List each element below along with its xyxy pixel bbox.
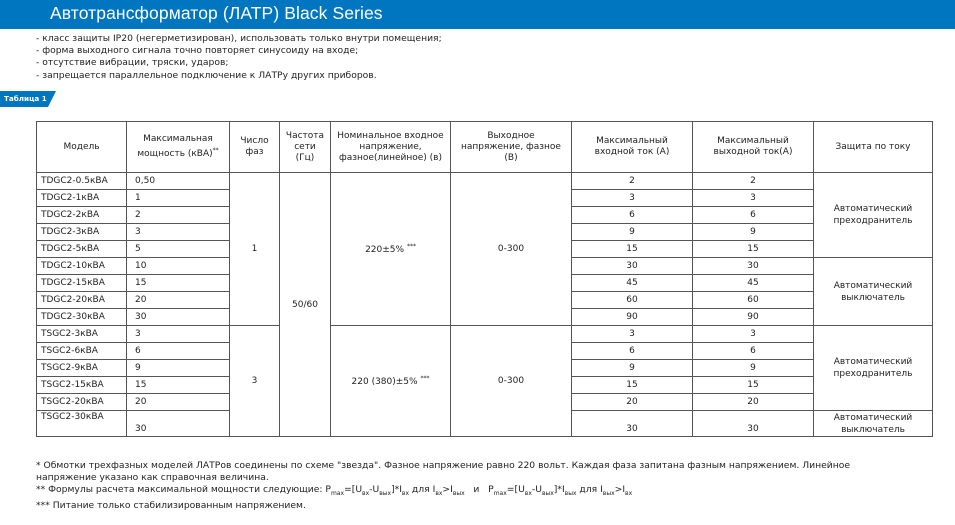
formula-token: для I <box>409 484 436 496</box>
feature-item: - запрещается параллельное подключение к ЛАТРу других приборов. <box>36 69 377 81</box>
cell-power: 2 <box>127 207 230 224</box>
footnotes <box>36 460 850 513</box>
feature-item: - класс защиты IP20 (негерметизирован), использовать только внутри помещения; <box>36 33 442 44</box>
cell-power: 10 <box>127 258 230 275</box>
feature-item: - форма выходного сигнала точно повторяет синусоиду на входе; <box>36 45 359 57</box>
cell-input-current: 9 <box>572 360 693 377</box>
cell-output-current: 20 <box>693 394 814 411</box>
formula-2 <box>488 484 633 498</box>
cell-input-current: 20 <box>572 394 693 411</box>
footnote-1-line-1: * Обмотки трехфазных моделей ЛАТРов соединены по схеме "звезда". Фазное напряжение равно 220 вольт. Каждая фаза запитана фазным напряжением. Линейное <box>36 460 851 471</box>
cell-model: TDGC2-20кВА <box>37 292 127 309</box>
feature-item: - отсутствие вибрации, тряски, ударов; <box>36 57 229 69</box>
cell-input-current: 15 <box>572 377 693 394</box>
formula-sub: вых <box>452 490 465 498</box>
cell-input-current: 45 <box>572 275 693 292</box>
footnote-1-line-2: напряжение указано как справочная величина. <box>36 472 269 484</box>
cell-model: TSGC2-30кВА <box>37 411 127 437</box>
cell-model: TDGC2-30кВА <box>37 309 127 326</box>
cell-model: TSGC2-6кВА <box>37 343 127 360</box>
cell-output-current: 3 <box>693 190 814 207</box>
cell-model: TDGC2-10кВА <box>37 258 127 275</box>
footnote-2 <box>36 484 850 500</box>
cell-input-current: 3 <box>572 190 693 207</box>
cell-model: TSGC2-20кВА <box>37 394 127 411</box>
formula-token: -U <box>531 484 542 496</box>
cell-power: 6 <box>127 343 230 360</box>
cell-input-current: 90 <box>572 309 693 326</box>
cell-power: 30 <box>127 411 230 437</box>
header-power-mark: ** <box>212 147 219 154</box>
cell-input-current: 9 <box>572 224 693 241</box>
formula-token: =[U <box>506 484 525 496</box>
cell-model: TSGC2-15кВА <box>37 377 127 394</box>
cell-power: 3 <box>127 326 230 343</box>
input-voltage-tdgc-mark: *** <box>406 243 416 250</box>
footnote-3: *** Питание только стабилизированным напряжением. <box>36 500 306 512</box>
formula-token: >I <box>614 484 626 496</box>
header-power-label: Максимальная мощность (кВА) <box>137 134 213 159</box>
cell-power: 0,50 <box>127 173 230 190</box>
cell-power: 9 <box>127 360 230 377</box>
cell-power: 30 <box>127 309 230 326</box>
formula-sub: вых <box>602 490 615 498</box>
formula-sub: max <box>330 490 345 498</box>
table-row <box>37 326 933 343</box>
input-voltage-tsgc-value: 220 (380)±5% <box>351 377 418 387</box>
cell-phases-tsgc: 3 <box>230 326 280 437</box>
cell-protection-switch-1: Автоматический выключатель <box>814 258 933 326</box>
cell-output-current: 15 <box>693 377 814 394</box>
cell-output-current: 6 <box>693 343 814 360</box>
cell-output-voltage-tsgc: 0-300 <box>451 326 572 437</box>
header-power <box>127 122 230 173</box>
cell-input-current: 3 <box>572 326 693 343</box>
cell-model: TDGC2-1кВА <box>37 190 127 207</box>
header-frequency: Частота сети (Гц) <box>280 122 331 173</box>
header-output-current: Максимальный выходной ток(А) <box>693 122 814 173</box>
formula-token: -U <box>369 484 380 496</box>
cell-output-current: 9 <box>693 360 814 377</box>
cell-model: TDGC2-5кВА <box>37 241 127 258</box>
cell-protection-fuse-1: Автоматический преходранитель <box>814 173 933 258</box>
cell-input-current: 60 <box>572 292 693 309</box>
header-input-voltage: Номинальное входное напряжение, фазное(линейное) (в) <box>331 122 451 173</box>
formula-sub: вх <box>401 490 409 498</box>
formula-token: =[U <box>344 484 363 496</box>
cell-input-voltage-tsgc <box>331 326 451 437</box>
cell-output-current: 60 <box>693 292 814 309</box>
cell-model: TDGC2-0.5кВА <box>37 173 127 190</box>
formula-sub: max <box>493 490 507 498</box>
cell-protection-switch-2: Автоматический выключатель <box>814 411 933 437</box>
cell-output-current: 30 <box>693 258 814 275</box>
input-voltage-tdgc-value: 220±5% <box>365 245 405 255</box>
table-row <box>37 173 933 190</box>
formula-token: ]*I <box>391 484 402 496</box>
formula-sub: вх <box>625 490 633 498</box>
formula-token: P <box>325 484 331 496</box>
cell-phases-tdgc: 1 <box>230 173 280 326</box>
cell-power: 1 <box>127 190 230 207</box>
header-protection: Защита по току <box>814 122 933 173</box>
table-header-row <box>37 122 933 173</box>
header-output-voltage: Выходное напряжение, фазное (В) <box>451 122 572 173</box>
cell-output-current: 2 <box>693 173 814 190</box>
cell-model: TDGC2-2кВА <box>37 207 127 224</box>
cell-output-current: 6 <box>693 207 814 224</box>
cell-output-current: 45 <box>693 275 814 292</box>
cell-output-current: 90 <box>693 309 814 326</box>
table-tag <box>0 91 54 107</box>
page-title: Автотрансформатор (ЛАТР) Black Series <box>50 3 383 23</box>
cell-output-current: 9 <box>693 224 814 241</box>
formula-sub: вых <box>541 490 554 498</box>
feature-list <box>36 33 442 82</box>
formula-sub: вх <box>362 490 370 498</box>
cell-protection-fuse-2: Автоматический преходранитель <box>814 326 933 411</box>
formula-sub: вх <box>524 490 532 498</box>
spec-table-wrapper <box>36 121 933 437</box>
cell-power: 20 <box>127 394 230 411</box>
cell-power: 15 <box>127 275 230 292</box>
cell-power: 15 <box>127 377 230 394</box>
formula-token: для I <box>576 484 603 496</box>
formula-sub: вых <box>379 490 392 498</box>
cell-output-current: 3 <box>693 326 814 343</box>
formula-token: P <box>488 484 494 496</box>
footnote-2-text: ** Формулы расчета максимальной мощности следующие: <box>36 484 326 496</box>
cell-input-current: 6 <box>572 343 693 360</box>
cell-input-current: 15 <box>572 241 693 258</box>
cell-input-current: 6 <box>572 207 693 224</box>
input-voltage-tsgc-mark: *** <box>420 375 430 382</box>
cell-input-current: 30 <box>572 258 693 275</box>
formula-token: ]*I <box>553 484 565 496</box>
cell-output-voltage-tdgc: 0-300 <box>451 173 572 326</box>
cell-model: TSGC2-9кВА <box>37 360 127 377</box>
formula-sub: вых <box>564 490 577 498</box>
cell-frequency: 50/60 <box>280 173 331 437</box>
cell-power: 20 <box>127 292 230 309</box>
cell-power: 3 <box>127 224 230 241</box>
formula-and: и <box>464 484 489 496</box>
title-banner <box>0 0 955 29</box>
cell-input-current: 2 <box>572 173 693 190</box>
header-phases: Число фаз <box>230 122 280 173</box>
table-tag-label: Таблица 1 <box>4 94 47 103</box>
cell-model: TSGC2-3кВА <box>37 326 127 343</box>
formula-token: >I <box>442 484 453 496</box>
cell-model: TDGC2-3кВА <box>37 224 127 241</box>
formula-sub: вх <box>435 490 443 498</box>
cell-output-current: 30 <box>693 411 814 437</box>
spec-table <box>36 121 933 437</box>
formula-1 <box>325 484 465 498</box>
cell-output-current: 15 <box>693 241 814 258</box>
cell-model: TDGC2-15кВА <box>37 275 127 292</box>
header-model: Модель <box>37 122 127 173</box>
header-input-current: Максимальный входной ток (А) <box>572 122 693 173</box>
cell-input-current: 30 <box>572 411 693 437</box>
cell-power: 5 <box>127 241 230 258</box>
cell-input-voltage-tdgc <box>331 173 451 326</box>
